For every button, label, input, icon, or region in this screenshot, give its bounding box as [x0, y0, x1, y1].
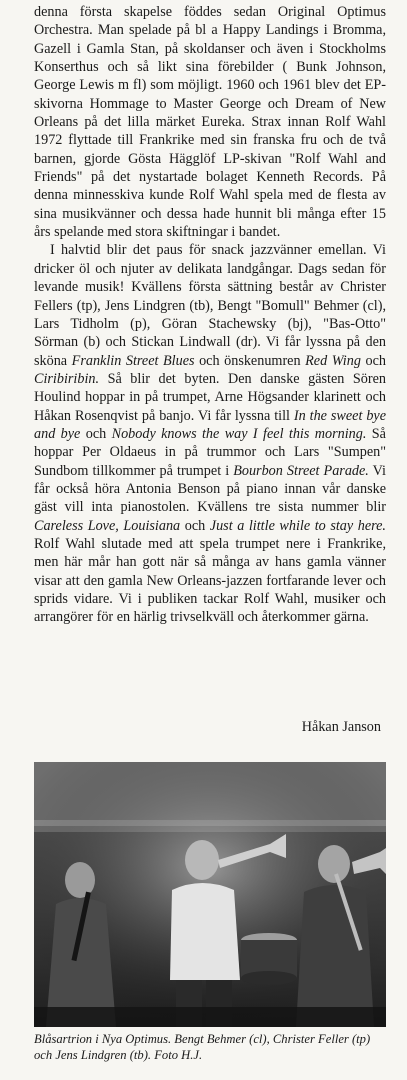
text-run: och	[80, 425, 112, 442]
text-run: och	[180, 517, 210, 534]
song-title: Ciribiribin.	[34, 370, 100, 387]
song-title: Careless Love, Louisiana	[34, 517, 181, 534]
text-run: I halvtid blir det paus för snack jazzvänner emellan. Vi dricker öl och njuter av delikata landgångar. Dags sedan för levande musik! Kvällens första sättning består av Christer Fellers (tp), Jens Lindgren (tb), Bengt "Bomull" Behmer (cl), Lars Tidholm (p), Göran Stachewsky (bj), "Bas-Otto" Sörman (b) och Stickan Lindwall (dr). Vi får lyssna på den sköna	[34, 242, 386, 369]
song-title: Just a little while to stay here.	[209, 517, 386, 534]
song-title: Bourbon Street Parade.	[233, 462, 369, 479]
text-run: och	[360, 352, 386, 369]
paragraph-history: denna första skapelse föddes sedan Original Optimus Orchestra. Man spelade på bl a Happy Landings i Bromma, Gazell i Gamla Stan, på skoldanser och även i Stockholms Konserthus och så likt sina förebilder ( Bunk Johnson, George Lewis m fl) som möjligt. 1960 och 1961 blev det EP-skivorna Hommage to Master George och Dream of New Orleans på det lilla märket Eureka. Strax innan Rolf Wahl 1972 flyttade till Frankrike med sin franska fru och de två barnen, gjorde Gösta Hägglöf LP-skivan "Rolf Wahl and Friends" på det nystartade bolaget Kenneth Records. På denna minnesskiva kunde Rolf Wahl spela med de flesta av sina musikvänner och dessa hade hunnit bli många efter 15 års spelande med stora skiftningar i bandet.	[34, 4, 386, 241]
article-body	[34, 3, 386, 627]
text-run: och önskenumren	[194, 352, 306, 369]
song-title: Red Wing	[305, 352, 361, 369]
song-title: Nobody knows the way I feel this morning.	[111, 425, 367, 442]
band-photo-illustration	[34, 762, 386, 1027]
paragraph-concert	[34, 241, 386, 626]
text-run: Vi får också höra Antonia Benson på piano innan vår danske gäst vill inta pianostolen. Kvällens tre sista nummer blir	[34, 462, 386, 516]
song-title: Franklin Street Blues	[71, 352, 195, 369]
author-signature: Håkan Janson	[301, 719, 381, 735]
song-title: In the sweet bye and bye	[34, 407, 387, 442]
text-run: Rolf Wahl slutade med att spela trumpet nere i Frankrike, men här mår han gott när så många av hans gamla vänner visar att den gamla New Orleans-jazzen fortfarande lever och sprids vidare. Vi i publiken tackar Rolf Wahl, musiker och arrangörer för en härlig trivselkväll och återkommer gärna.	[34, 535, 386, 626]
photo-caption: Blåsartrion i Nya Optimus. Bengt Behmer (cl), Christer Feller (tp) och Jens Lindgren (tb). Foto H.J.	[34, 1032, 371, 1062]
text-run: Så blir det byten. Den danske gästen Sören Houlind hoppar in på trumpet, Arne Högsander klarinett och Håkan Rosenqvist på banjo. Vi får lyssna till	[34, 370, 386, 424]
text-run: Så hoppar Per Oldaeus in på trummor och Lars "Sumpen" Sundbom tillkommer på trumpet i	[34, 425, 386, 479]
band-photo	[34, 762, 386, 1027]
drum-kit	[241, 933, 297, 985]
